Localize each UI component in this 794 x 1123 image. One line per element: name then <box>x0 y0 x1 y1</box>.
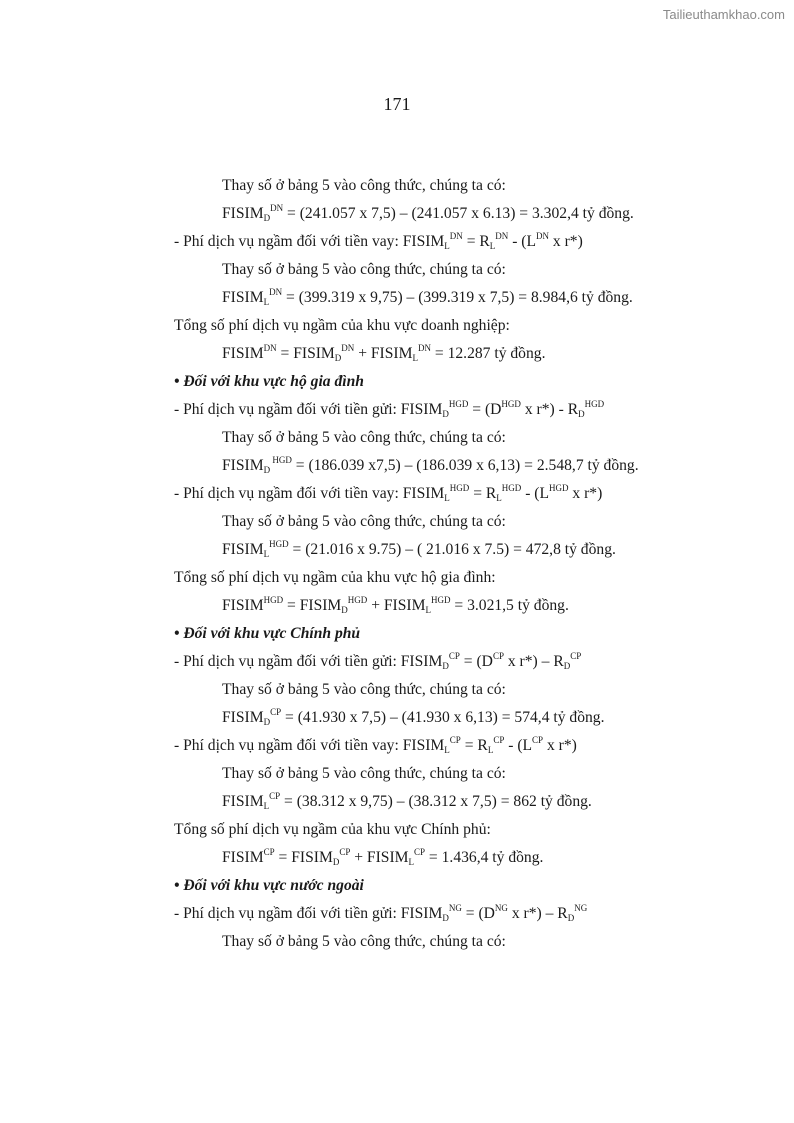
watermark-text: Tailieuthamkhao.com <box>662 7 785 22</box>
text-line: Thay số ở bảng 5 vào công thức, chúng ta có: <box>222 513 506 530</box>
text-line: Tổng số phí dịch vụ ngầm của khu vực Chính phủ: <box>174 821 491 838</box>
text-line: Tổng số phí dịch vụ ngầm của khu vực hộ gia đình: <box>174 569 496 586</box>
text-line: - Phí dịch vụ ngầm đối với tiền gửi: $FISIM_D^{CP} = (D^{CP}$ x $r*) - R_D^{CP}$ <box>174 651 582 671</box>
formula-line: $FISIM_L^{HGD} = (21.016$ x 9.75) – ( 21.016 x 7.5) = 472,8 tỷ đồng. <box>222 539 616 559</box>
formula-line: $FISIM_L^{DN} = (399.319$ x 9,75) – (399.319 x 7,5) = 8.984,6 tỷ đồng. <box>222 287 633 307</box>
text-line: Tổng số phí dịch vụ ngầm của khu vực doanh nghiệp: <box>174 317 510 334</box>
text-line: - Phí dịch vụ ngầm đối với tiền vay: $FISIM_L^{CP} = R_L^{CP} - (L^{CP}$ x r*) <box>174 735 577 755</box>
text-line: - Phí dịch vụ ngầm đối với tiền gửi: $FISIM_D^{HGD} = (D^{HGD}$ x $r*) - R_D^{HGD}$ <box>174 399 605 419</box>
text-line: Thay số ở bảng 5 vào công thức, chúng ta có: <box>222 933 506 950</box>
formula-line: $FISIM^{CP}$ = $FISIM_D^{CP}$ + $FISIM_L^{CP} = 1.436,4$ tỷ đồng. <box>222 847 544 867</box>
formula-line: $FISIM^{DN}$ = $FISIM_D^{DN}$ + $FISIM_L^{DN} = 12.287$ tỷ đồng. <box>222 343 546 363</box>
formula-line: $FISIM_D^{DN} = (241.057$ x 7,5) – (241.057 x 6.13) = 3.302,4 tỷ đồng. <box>222 203 634 223</box>
formula-line: $FISIM_D$ $^{HGD}$ = (186.039 x7,5) – (186.039 x 6,13) = 2.548,7 tỷ đồng. <box>222 455 639 475</box>
formula-line: $FISIM_L^{CP} = (38.312$ x 9,75) – (38.312 x 7,5) = 862 tỷ đồng. <box>222 791 592 811</box>
formula-line: $FISIM^{HGD}$ = $FISIM_D^{HGD}$ + $FISIM_L^{HGD} = 3.021,5$ tỷ đồng. <box>222 595 569 615</box>
text-line: Thay số ở bảng 5 vào công thức, chúng ta có: <box>222 177 506 194</box>
text-line: - Phí dịch vụ ngầm đối với tiền vay: $FISIM_L^{HGD} = R_L^{HGD} - (L^{HGD}$ x r*) <box>174 483 603 503</box>
section-heading: • Đối với khu vực nước ngoài <box>174 877 364 894</box>
formula-line: $FISIM_D^{CP} = (41.930$ x 7,5) – (41.930 x 6,13) = 574,4 tỷ đồng. <box>222 707 605 727</box>
text-line: - Phí dịch vụ ngầm đối với tiền vay: $FISIM_L^{DN} = R_L^{DN} - (L^{DN}$ x r*) <box>174 231 583 251</box>
text-line: Thay số ở bảng 5 vào công thức, chúng ta có: <box>222 261 506 278</box>
text-line: Thay số ở bảng 5 vào công thức, chúng ta có: <box>222 765 506 782</box>
text-line: - Phí dịch vụ ngầm đối với tiền gửi: $FISIM_D^{NG} = (D^{NG}$ x $r*) - R_D^{NG}$ <box>174 903 588 923</box>
page-number: 171 <box>383 94 411 114</box>
text-line: Thay số ở bảng 5 vào công thức, chúng ta có: <box>222 429 506 446</box>
section-heading: • Đối với khu vực hộ gia đình <box>174 373 364 390</box>
text-line: Thay số ở bảng 5 vào công thức, chúng ta có: <box>222 681 506 698</box>
section-heading: • Đối với khu vực Chính phủ <box>174 625 361 642</box>
